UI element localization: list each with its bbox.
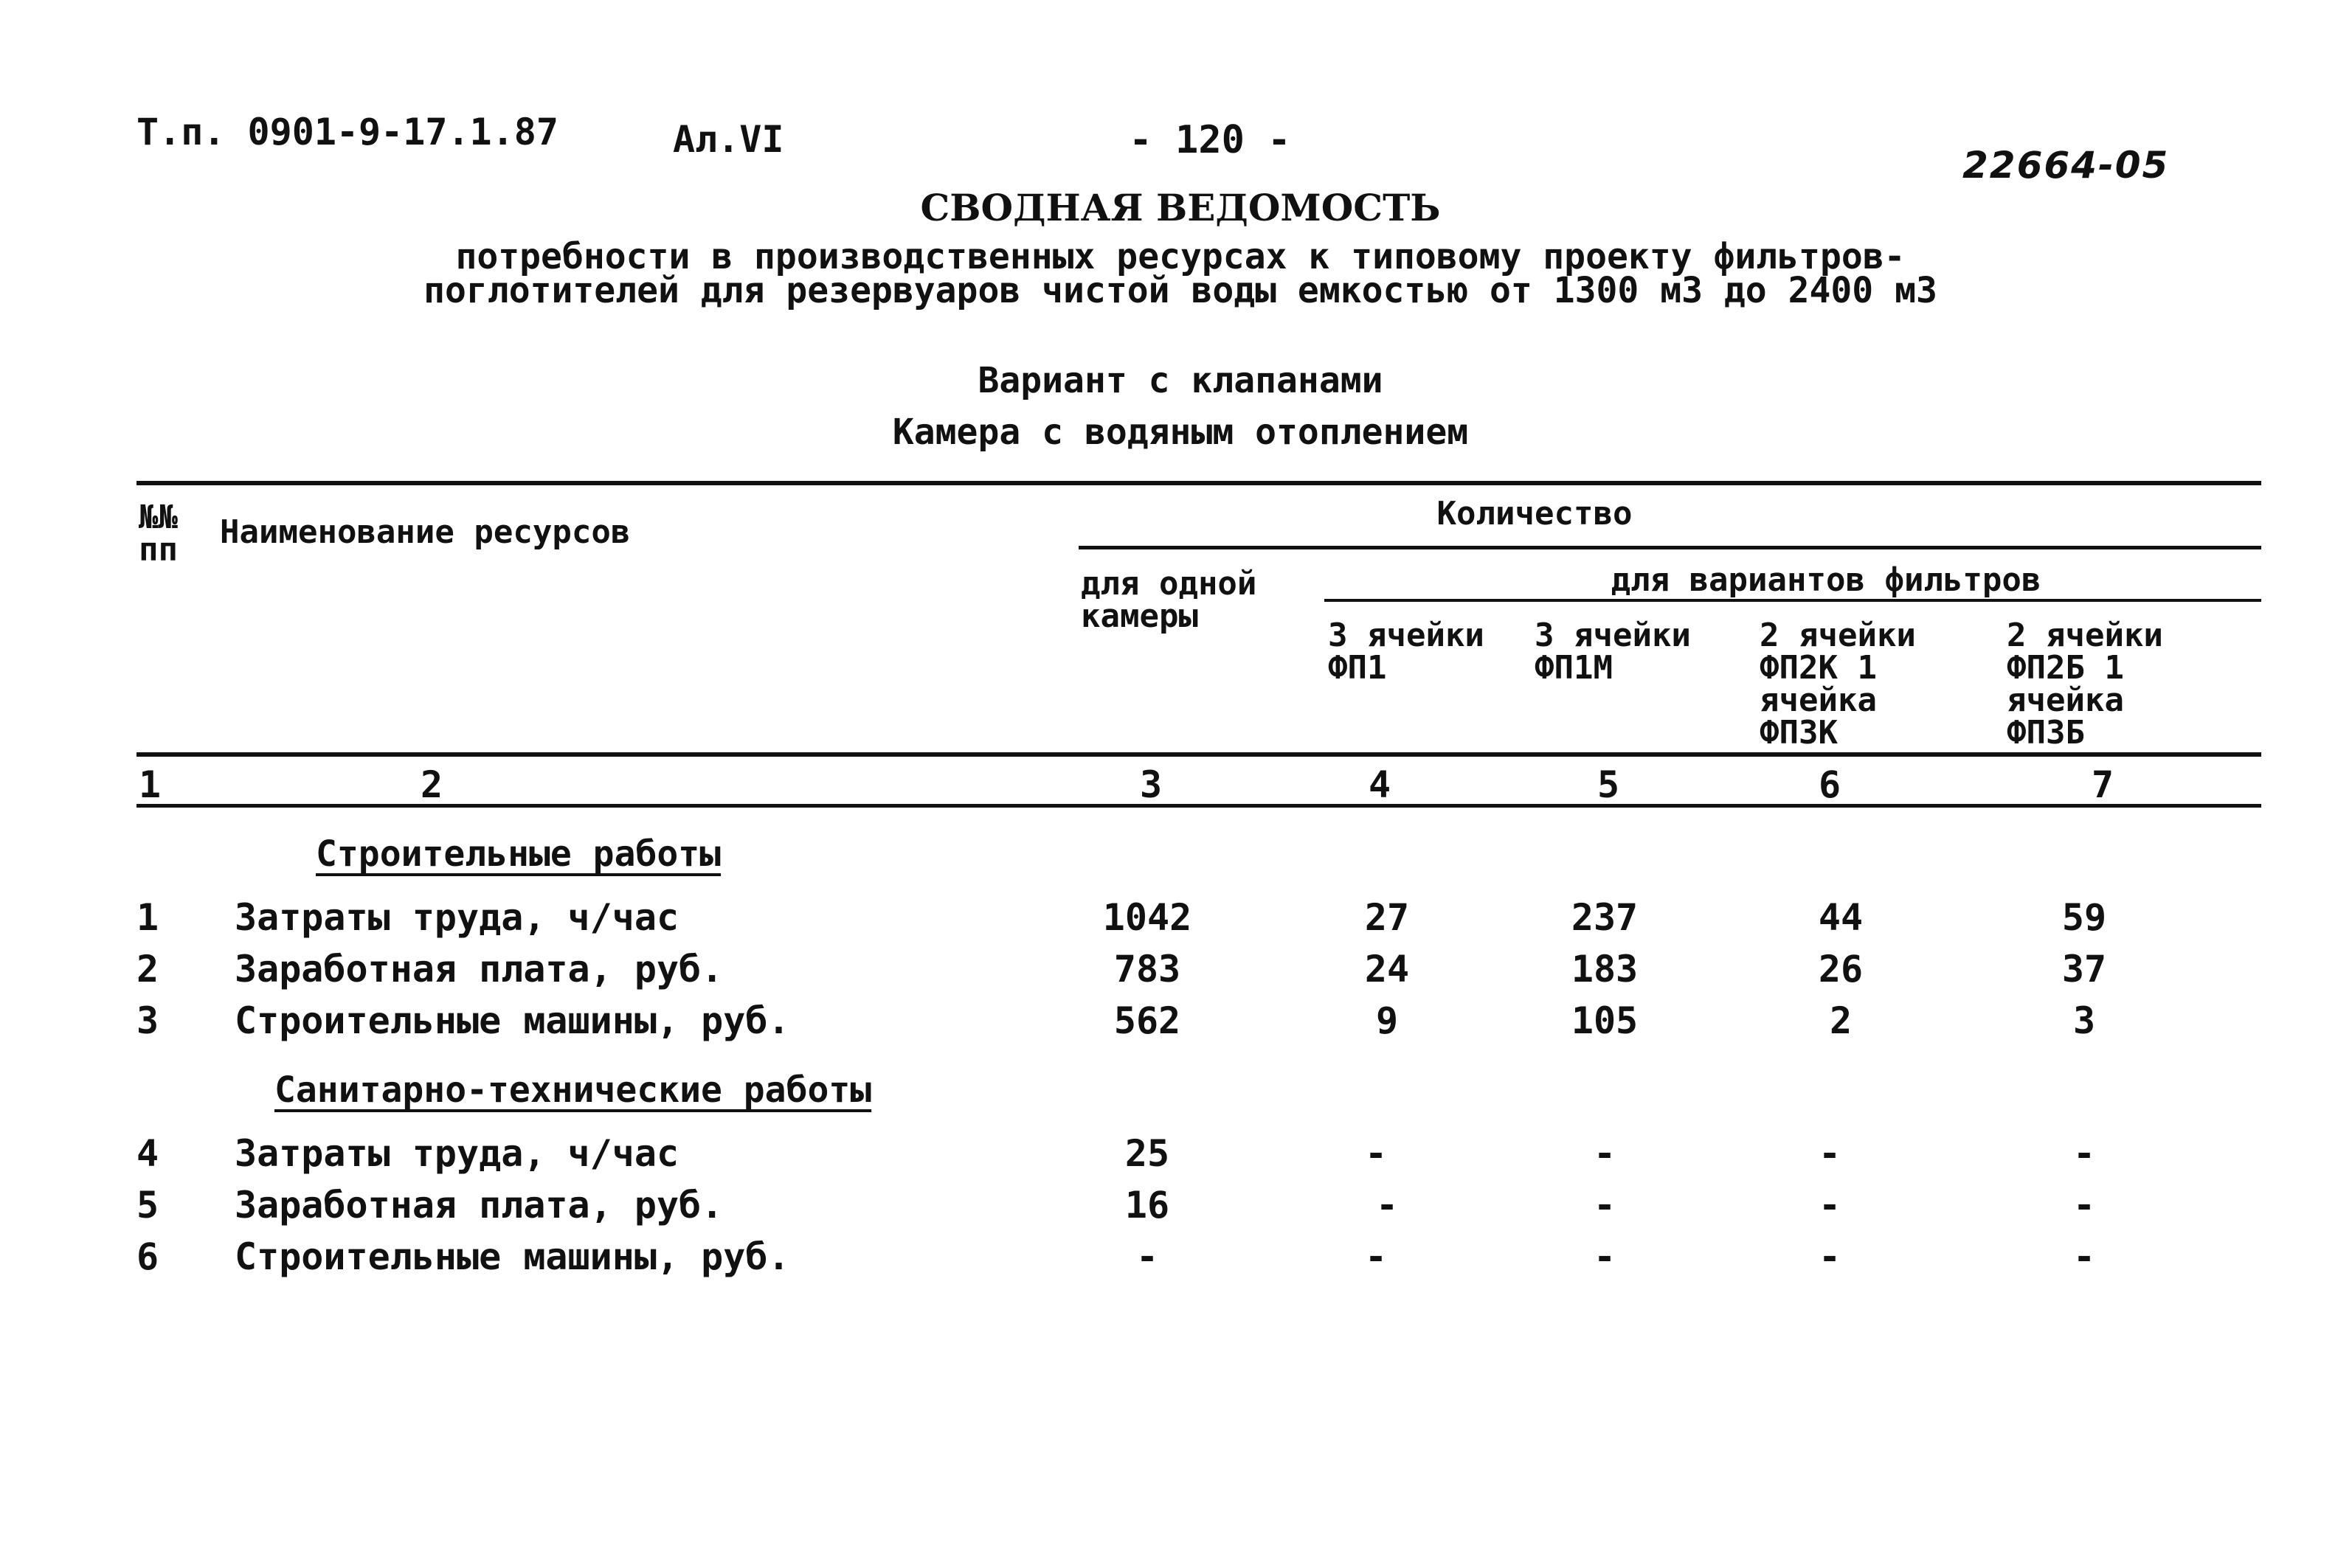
row-name: Затраты труда, ч/час — [235, 1132, 679, 1175]
row-name: Строительные машины, руб. — [235, 1235, 790, 1278]
variant-heading: Вариант с клапанами — [978, 360, 1383, 401]
row-number: 6 — [136, 1235, 159, 1278]
row-value-variant-2: 183 — [1571, 948, 1639, 991]
row-value-variant-2: - — [1593, 1132, 1616, 1175]
row-value-variant-4: 59 — [2061, 896, 2107, 939]
quantity-rule — [1079, 546, 2261, 549]
row-value-one-chamber: 783 — [1113, 948, 1181, 991]
variants-rule — [1324, 599, 2261, 602]
column-header-variant-2: 3 ячейки ФП1М — [1535, 617, 1691, 687]
column-header-name: Наименование ресурсов — [220, 513, 631, 551]
row-number: 4 — [136, 1132, 159, 1175]
row-value-one-chamber: - — [1135, 1235, 1159, 1278]
row-value-variant-4: - — [2072, 1235, 2096, 1278]
row-value-variant-2: - — [1593, 1184, 1616, 1227]
row-number: 3 — [136, 999, 159, 1042]
column-number-2: 2 — [421, 763, 443, 806]
section-title-sanitary: Санитарно-технические работы — [274, 1069, 872, 1111]
row-value-variant-3: 26 — [1818, 948, 1864, 991]
row-value-variant-3: - — [1818, 1235, 1841, 1278]
column-header-variant-1: 3 ячейки ФП1 — [1328, 617, 1484, 687]
column-number-7: 7 — [2091, 763, 2114, 806]
row-name: Заработная плата, руб. — [235, 1184, 724, 1227]
column-number-6: 6 — [1818, 763, 1841, 806]
row-name: Затраты труда, ч/час — [235, 896, 679, 939]
row-number: 5 — [136, 1184, 159, 1227]
row-value-variant-1: 27 — [1364, 896, 1410, 939]
document-subtitle: потребности в производственных ресурсах к типовому проекту фильтров-поглотителей для резервуаров чистой воды емкостью от 1300 м3 до 2400 м3 — [423, 236, 1937, 311]
column-number-1: 1 — [139, 763, 162, 806]
row-value-variant-4: - — [2072, 1132, 2096, 1175]
row-value-variant-3: 44 — [1818, 896, 1864, 939]
row-value-variant-3: 2 — [1829, 999, 1853, 1042]
row-value-one-chamber: 16 — [1124, 1184, 1170, 1227]
row-value-variant-3: - — [1818, 1184, 1841, 1227]
row-value-variant-3: - — [1818, 1132, 1841, 1175]
row-value-variant-4: - — [2072, 1184, 2096, 1227]
row-name: Строительные машины, руб. — [235, 999, 790, 1042]
column-header-filter-variants: для вариантов фильтров — [1611, 561, 2041, 599]
table-top-rule — [136, 481, 2261, 485]
row-value-variant-4: 3 — [2072, 999, 2096, 1042]
row-name: Заработная плата, руб. — [235, 948, 724, 991]
row-number: 2 — [136, 948, 159, 991]
column-header-variant-3: 2 ячейки ФП2К 1 ячейка ФП3К — [1760, 617, 1916, 752]
column-number-5: 5 — [1597, 763, 1620, 806]
row-number: 1 — [136, 896, 159, 939]
row-value-variant-1: - — [1375, 1184, 1399, 1227]
row-value-variant-1: - — [1364, 1132, 1388, 1175]
row-value-variant-4: 37 — [2061, 948, 2107, 991]
column-header-number: №№ пп — [139, 499, 178, 569]
inventory-number: 22664-05 — [1962, 144, 2170, 187]
column-number-4: 4 — [1368, 763, 1391, 806]
column-header-one-chamber: для одной камеры — [1081, 565, 1257, 635]
section-title-construction: Строительные работы — [316, 833, 722, 875]
header-bottom-rule — [136, 752, 2261, 757]
row-value-one-chamber: 25 — [1124, 1132, 1170, 1175]
chamber-heading: Камера с водяным отоплением — [892, 412, 1469, 453]
document-title: СВОДНАЯ ВЕДОМОСТЬ — [920, 186, 1441, 229]
column-header-variant-4: 2 ячейки ФП2Б 1 ячейка ФП3Б — [2007, 617, 2163, 752]
row-value-variant-1: 9 — [1375, 999, 1399, 1042]
album-number: Ал.VI — [673, 118, 784, 161]
page-number: - 120 - — [1129, 118, 1291, 162]
row-value-variant-1: - — [1364, 1235, 1388, 1278]
row-value-variant-2: - — [1593, 1235, 1616, 1278]
row-value-one-chamber: 562 — [1113, 999, 1181, 1042]
column-number-3: 3 — [1139, 763, 1163, 806]
row-value-variant-1: 24 — [1364, 948, 1410, 991]
row-value-variant-2: 237 — [1571, 896, 1639, 939]
column-header-quantity: Количество — [1436, 495, 1633, 533]
row-value-variant-2: 105 — [1571, 999, 1639, 1042]
document-code: Т.п. 0901-9-17.1.87 — [136, 111, 558, 153]
row-value-one-chamber: 1042 — [1102, 896, 1192, 939]
